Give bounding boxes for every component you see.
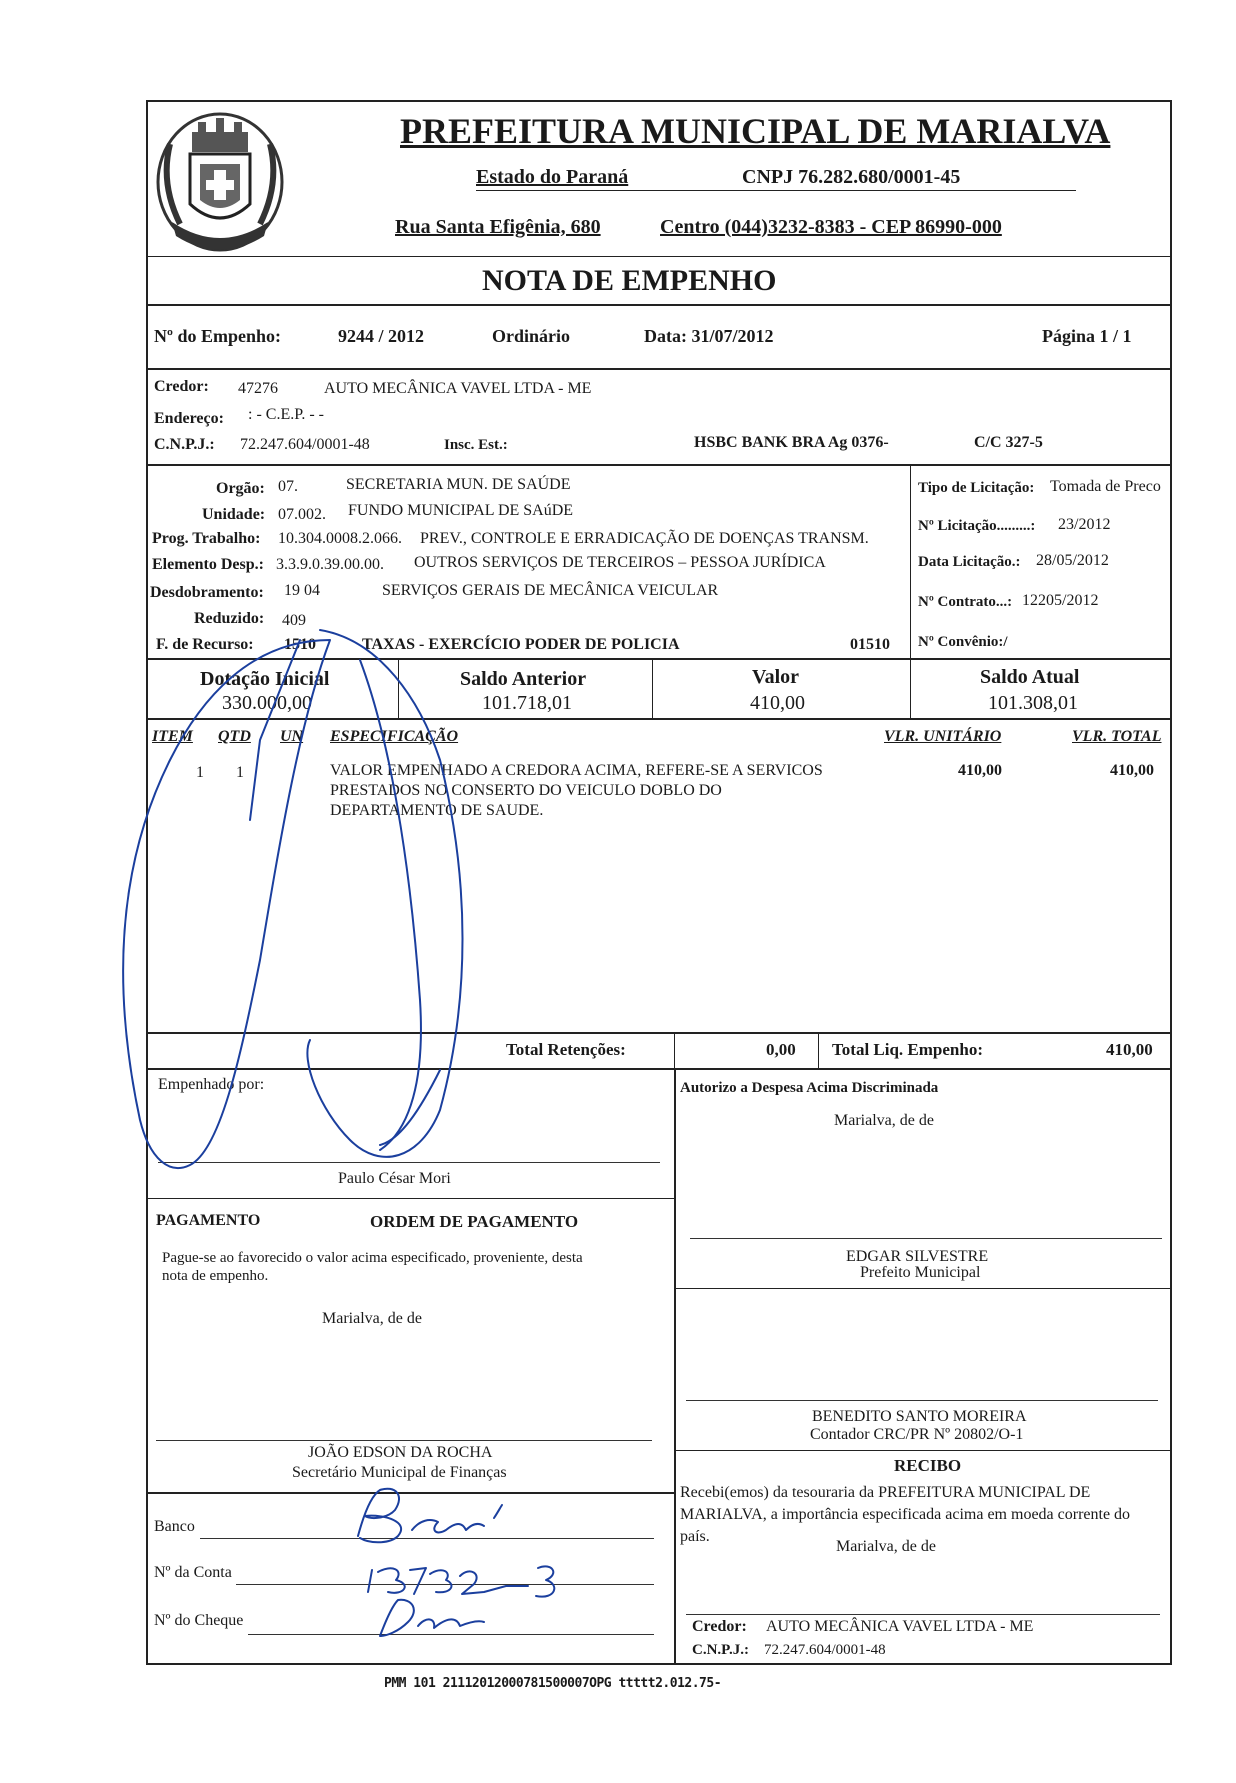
desdobramento-label: Desdobramento: bbox=[150, 584, 264, 601]
prog-label: Prog. Trabalho: bbox=[152, 530, 261, 547]
recurso-number: 01510 bbox=[850, 636, 890, 653]
prog-name: PREV., CONTROLE E ERRADICAÇÃO DE DOENÇAS TRANSM. bbox=[420, 530, 869, 547]
pagamento-text-line-2: nota de empenho. bbox=[162, 1268, 269, 1284]
document-title: NOTA DE EMPENHO bbox=[482, 264, 777, 297]
orgao-name: SECRETARIA MUN. DE SAÚDE bbox=[346, 476, 571, 493]
saldo-atual-label: Saldo Atual bbox=[980, 666, 1080, 688]
account-number-handwriting bbox=[368, 1568, 405, 1593]
item-qtd: 1 bbox=[236, 764, 244, 781]
credor-account: C/C 327-5 bbox=[974, 434, 1043, 451]
secretario-role: Secretário Municipal de Finanças bbox=[292, 1464, 507, 1481]
dotacao-inicial: 330.000,00 bbox=[222, 692, 312, 714]
item-spec-line-3: DEPARTAMENTO DE SAUDE. bbox=[330, 802, 544, 819]
credor-label: Credor: bbox=[154, 378, 209, 395]
cheque-label: Nº do Cheque bbox=[154, 1612, 244, 1629]
prefeitura-title: PREFEITURA MUNICIPAL DE MARIALVA bbox=[400, 111, 1111, 151]
empenho-date: Data: 31/07/2012 bbox=[644, 326, 774, 346]
contador-role: Contador CRC/PR Nº 20802/O-1 bbox=[810, 1426, 1024, 1443]
account-number-handwriting bbox=[536, 1566, 554, 1596]
data-licitacao: 28/05/2012 bbox=[1036, 552, 1109, 569]
contrato-label: Nº Contrato...: bbox=[918, 594, 1013, 610]
col-valor-total: VLR. TOTAL bbox=[1072, 728, 1162, 745]
data-licitacao-label: Data Licitação.: bbox=[918, 554, 1021, 570]
unidade-label: Unidade: bbox=[202, 506, 266, 523]
secretario-name: JOÃO EDSON DA ROCHA bbox=[308, 1444, 493, 1461]
recibo-credor: AUTO MECÂNICA VAVEL LTDA - ME bbox=[766, 1618, 1034, 1635]
recibo-text-line-3: país. bbox=[680, 1528, 710, 1545]
valor-label: Valor bbox=[752, 666, 800, 688]
saldo-atual: 101.308,01 bbox=[988, 692, 1078, 714]
col-un: UN bbox=[280, 728, 304, 745]
account-number-handwriting bbox=[410, 1568, 451, 1594]
empenho-type: Ordinário bbox=[492, 326, 571, 346]
contrato-number: 12205/2012 bbox=[1022, 592, 1099, 609]
recurso-label: F. de Recurso: bbox=[156, 636, 254, 653]
dotacao-inicial-label: Dotação Inicial bbox=[200, 668, 330, 690]
saldo-anterior: 101.718,01 bbox=[482, 692, 572, 714]
cheque-handwriting bbox=[418, 1619, 484, 1628]
pagamento-label: PAGAMENTO bbox=[156, 1212, 261, 1229]
credor-bank: HSBC BANK BRA Ag 0376- bbox=[694, 434, 889, 451]
empenho-number: 9244 / 2012 bbox=[338, 326, 425, 346]
numero-licitacao: 23/2012 bbox=[1058, 516, 1111, 533]
item-unit-value: 410,00 bbox=[958, 762, 1002, 779]
col-qtd: QTD bbox=[218, 728, 251, 745]
signature-stroke bbox=[250, 640, 300, 820]
pagamento-text-line-1: Pague-se ao favorecido o valor acima especificado, proveniente, desta bbox=[162, 1250, 583, 1266]
prefeito-role: Prefeito Municipal bbox=[860, 1264, 981, 1281]
total-liquido-label: Total Liq. Empenho: bbox=[832, 1040, 983, 1059]
empenhado-name: Paulo César Mori bbox=[338, 1170, 451, 1187]
state-name: Estado do Paraná bbox=[476, 166, 629, 188]
recurso-code: 1510 bbox=[284, 636, 316, 653]
item-total-value: 410,00 bbox=[1110, 762, 1154, 779]
ordem-pagamento-label: ORDEM DE PAGAMENTO bbox=[370, 1212, 579, 1231]
recibo-text-line-2: MARIALVA, a importância especificada acima em moeda corrente do bbox=[680, 1506, 1131, 1523]
recurso-name: TAXAS - EXERCÍCIO PODER DE POLICIA bbox=[362, 636, 680, 653]
unidade-code: 07.002. bbox=[278, 506, 326, 523]
bank-name-handwriting bbox=[412, 1520, 484, 1532]
pagamento-place-date: Marialva, de de bbox=[322, 1310, 422, 1327]
item-number: 1 bbox=[196, 764, 204, 781]
signature-stroke bbox=[307, 630, 462, 1157]
recibo-label: RECIBO bbox=[894, 1456, 962, 1475]
elemento-code: 3.3.9.0.39.00.00. bbox=[276, 556, 384, 573]
total-retencoes-label: Total Retenções: bbox=[506, 1040, 626, 1059]
recibo-cnpj-label: C.N.P.J.: bbox=[692, 1642, 749, 1658]
orgao-label: Orgão: bbox=[216, 480, 265, 497]
item-spec-line-2: PRESTADOS NO CONSERTO DO VEICULO DOBLO DO bbox=[330, 782, 722, 799]
autorizo-place-date: Marialva, de de bbox=[834, 1112, 934, 1129]
credor-code: 47276 bbox=[238, 380, 278, 397]
autorizo-label: Autorizo a Despesa Acima Discriminada bbox=[680, 1080, 939, 1096]
credor-address: : - C.E.P. - - bbox=[248, 406, 324, 423]
item-spec-line-1: VALOR EMPENHADO A CREDORA ACIMA, REFERE-SE A SERVICOS bbox=[330, 762, 823, 779]
col-item: ITEM bbox=[152, 728, 193, 745]
total-retencoes: 0,00 bbox=[766, 1040, 796, 1059]
empenho-number-label: Nº do Empenho: bbox=[154, 326, 281, 346]
cheque-handwriting bbox=[380, 1600, 414, 1636]
account-number-handwriting bbox=[460, 1571, 528, 1594]
credor-cnpj: 72.247.604/0001-48 bbox=[240, 436, 370, 453]
prefeito-name: EDGAR SILVESTRE bbox=[846, 1248, 989, 1265]
col-especificacao: ESPECIFICAÇÃO bbox=[330, 728, 459, 745]
recibo-place-date: Marialva, de de bbox=[836, 1538, 936, 1555]
col-valor-unitario: VLR. UNITÁRIO bbox=[884, 728, 1002, 745]
unidade-name: FUNDO MUNICIPAL DE SAúDE bbox=[348, 502, 574, 519]
credor-name: AUTO MECÂNICA VAVEL LTDA - ME bbox=[324, 380, 592, 397]
conta-label: Nº da Conta bbox=[154, 1564, 232, 1581]
elemento-name: OUTROS SERVIÇOS DE TERCEIROS – PESSOA JURÍDICA bbox=[414, 554, 826, 571]
signature-stroke bbox=[123, 640, 330, 1168]
desdobramento-name: SERVIÇOS GERAIS DE MECÂNICA VEICULAR bbox=[382, 582, 719, 599]
insc-est-label: Insc. Est.: bbox=[444, 437, 508, 453]
valor: 410,00 bbox=[750, 692, 805, 714]
cnpj-label: C.N.P.J.: bbox=[154, 436, 215, 453]
reduzido-label: Reduzido: bbox=[194, 610, 265, 627]
bank-name-handwriting bbox=[494, 1505, 502, 1518]
contador-name: BENEDITO SANTO MOREIRA bbox=[812, 1408, 1027, 1425]
tipo-licitacao-label: Tipo de Licitação: bbox=[918, 480, 1035, 496]
footer-code: PMM 101 21112012000781500007OPG ttttt2.012.75- bbox=[384, 1676, 722, 1691]
desdobramento-code: 19 04 bbox=[284, 582, 320, 599]
bank-name-handwriting bbox=[358, 1489, 401, 1543]
elemento-label: Elemento Desp.: bbox=[152, 556, 264, 573]
prefeitura-cnpj: CNPJ 76.282.680/0001-45 bbox=[742, 166, 961, 188]
address-street: Rua Santa Efigênia, 680 bbox=[395, 216, 601, 238]
address-contact: Centro (044)3232-8383 - CEP 86990-000 bbox=[660, 216, 1002, 238]
recibo-credor-label: Credor: bbox=[692, 1618, 747, 1635]
page-number: Página 1 / 1 bbox=[1042, 326, 1132, 346]
reduzido-code: 409 bbox=[282, 612, 306, 629]
recibo-cnpj: 72.247.604/0001-48 bbox=[764, 1642, 886, 1658]
convenio-label: Nº Convênio:/ bbox=[918, 634, 1008, 650]
saldo-anterior-label: Saldo Anterior bbox=[460, 668, 587, 690]
address-label: Endereço: bbox=[154, 410, 224, 427]
recibo-text-line-1: Recebi(emos) da tesouraria da PREFEITURA MUNICIPAL DE bbox=[680, 1484, 1091, 1501]
tipo-licitacao: Tomada de Preco bbox=[1050, 478, 1161, 495]
empenhado-label: Empenhado por: bbox=[158, 1076, 265, 1093]
orgao-code: 07. bbox=[278, 478, 298, 495]
signature-stroke bbox=[360, 660, 421, 1150]
banco-label: Banco bbox=[154, 1518, 195, 1535]
numero-licitacao-label: Nº Licitação.........: bbox=[918, 518, 1036, 534]
prog-code: 10.304.0008.2.066. bbox=[278, 530, 402, 547]
total-liquido: 410,00 bbox=[1106, 1040, 1153, 1059]
